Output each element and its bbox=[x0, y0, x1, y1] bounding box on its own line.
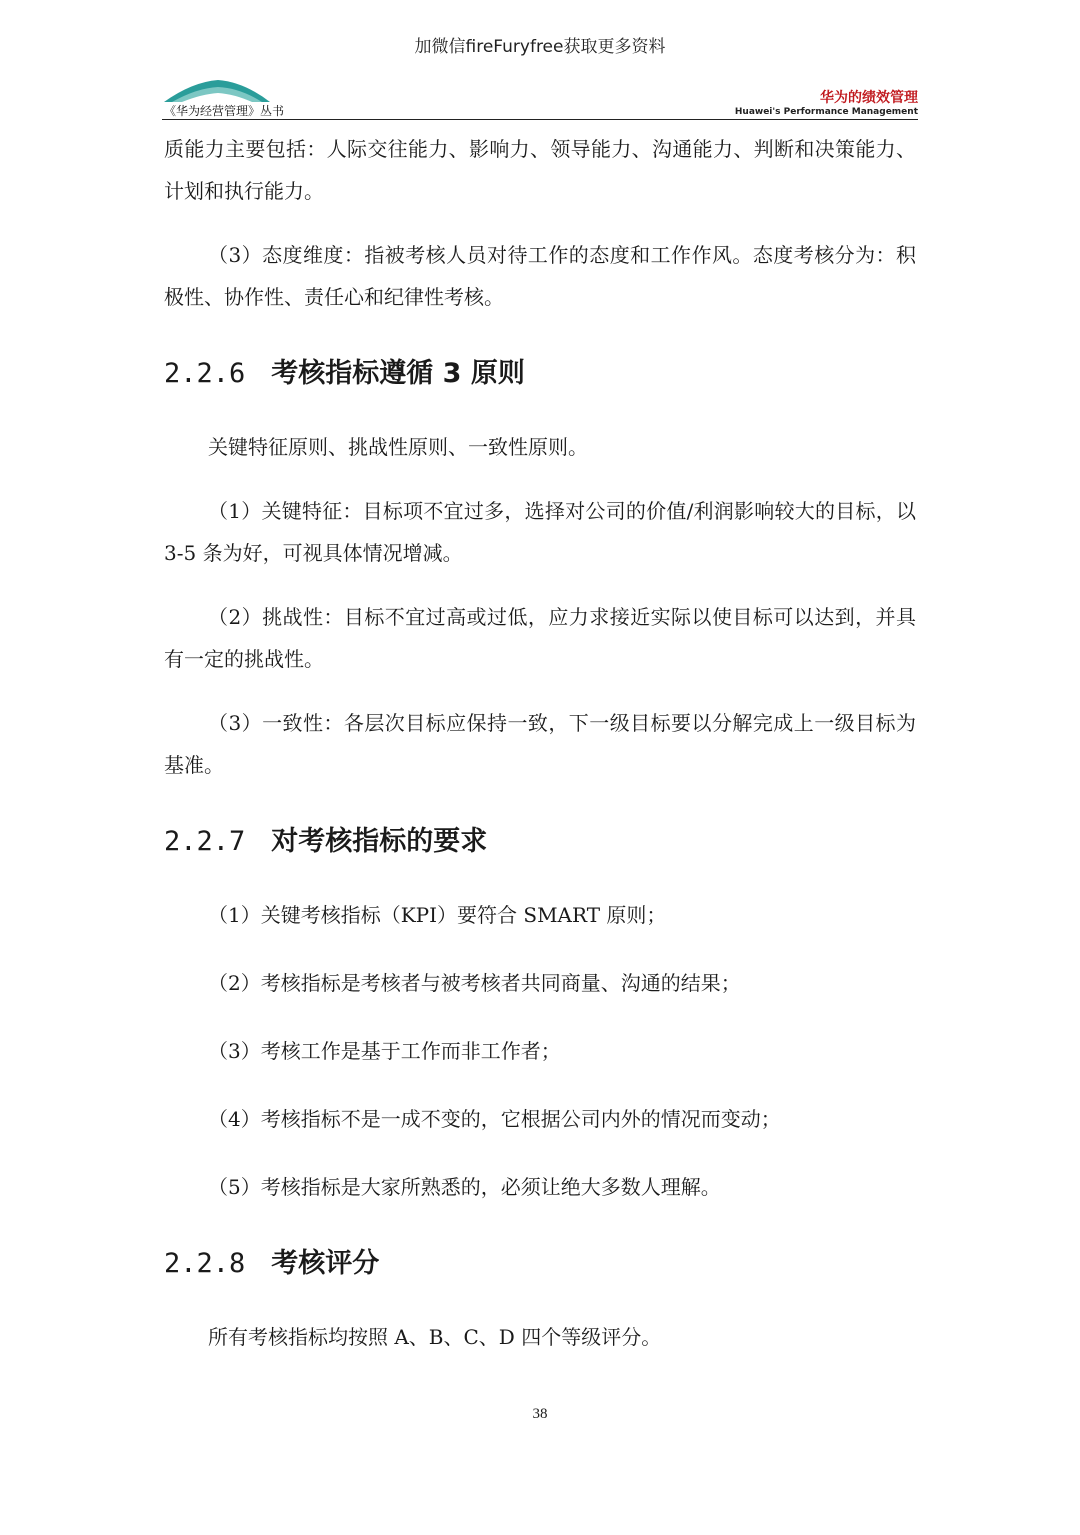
list-item: （5）考核指标是大家所熟悉的，必须让绝大多数人理解。 bbox=[208, 1175, 721, 1199]
list-item: （3）考核工作是基于工作而非工作者； bbox=[208, 1039, 561, 1063]
section-heading-2-2-8 bbox=[164, 1244, 916, 1284]
page-header bbox=[162, 70, 918, 122]
list-item: （2）考核指标是考核者与被考核者共同商量、沟通的结果； bbox=[208, 971, 741, 995]
brand-title-cn: 华为的绩效管理 bbox=[820, 90, 918, 106]
section-title: 考核评分 bbox=[271, 1248, 380, 1279]
brand-block bbox=[735, 90, 918, 118]
brand-title-en: Huawei's Performance Management bbox=[734, 107, 918, 117]
list-item: （1）关键特征：目标项不宜过多，选择对公司的价值/利润影响较大的目标，以 3-5 条为好，可视具体情况增减。 bbox=[164, 499, 916, 565]
section-heading-2-2-7 bbox=[164, 822, 916, 862]
section-title: 考核指标遵循 3 原则 bbox=[271, 358, 525, 389]
section-number: 2.2.8 bbox=[164, 1248, 246, 1279]
watermark-text: 加微信fireFuryfree获取更多资料 bbox=[414, 37, 666, 57]
section-heading-2-2-6 bbox=[164, 354, 916, 394]
section-title: 对考核指标的要求 bbox=[271, 826, 488, 857]
list-item: （4）考核指标不是一成不变的，它根据公司内外的情况而变动； bbox=[208, 1107, 781, 1131]
paragraph: （3）态度维度：指被考核人员对待工作的态度和工作作风。态度考核分为：积极性、协作性、责任心和纪律性考核。 bbox=[164, 243, 916, 309]
paragraph: 所有考核指标均按照 A、B、C、D 四个等级评分。 bbox=[208, 1325, 662, 1349]
paragraph: 关键特征原则、挑战性原则、一致性原则。 bbox=[208, 435, 588, 459]
section-number: 2.2.7 bbox=[164, 826, 246, 857]
header-rule bbox=[162, 119, 918, 120]
page-body bbox=[164, 128, 916, 1358]
list-item: （3）一致性：各层次目标应保持一致，下一级目标要以分解完成上一级目标为基准。 bbox=[164, 711, 916, 777]
list-item: （2）挑战性：目标不宜过高或过低，应力求接近实际以使目标可以达到，并具有一定的挑战性。 bbox=[164, 605, 916, 671]
paragraph: 质能力主要包括：人际交往能力、影响力、领导能力、沟通能力、判断和决策能力、计划和执行能力。 bbox=[164, 137, 916, 203]
series-logo-icon bbox=[162, 78, 272, 104]
list-item: （1）关键考核指标（KPI）要符合 SMART 原则； bbox=[208, 903, 667, 927]
section-number: 2.2.6 bbox=[164, 358, 246, 389]
page-number: 38 bbox=[532, 1406, 548, 1422]
series-title: 《华为经营管理》丛书 bbox=[164, 104, 285, 118]
